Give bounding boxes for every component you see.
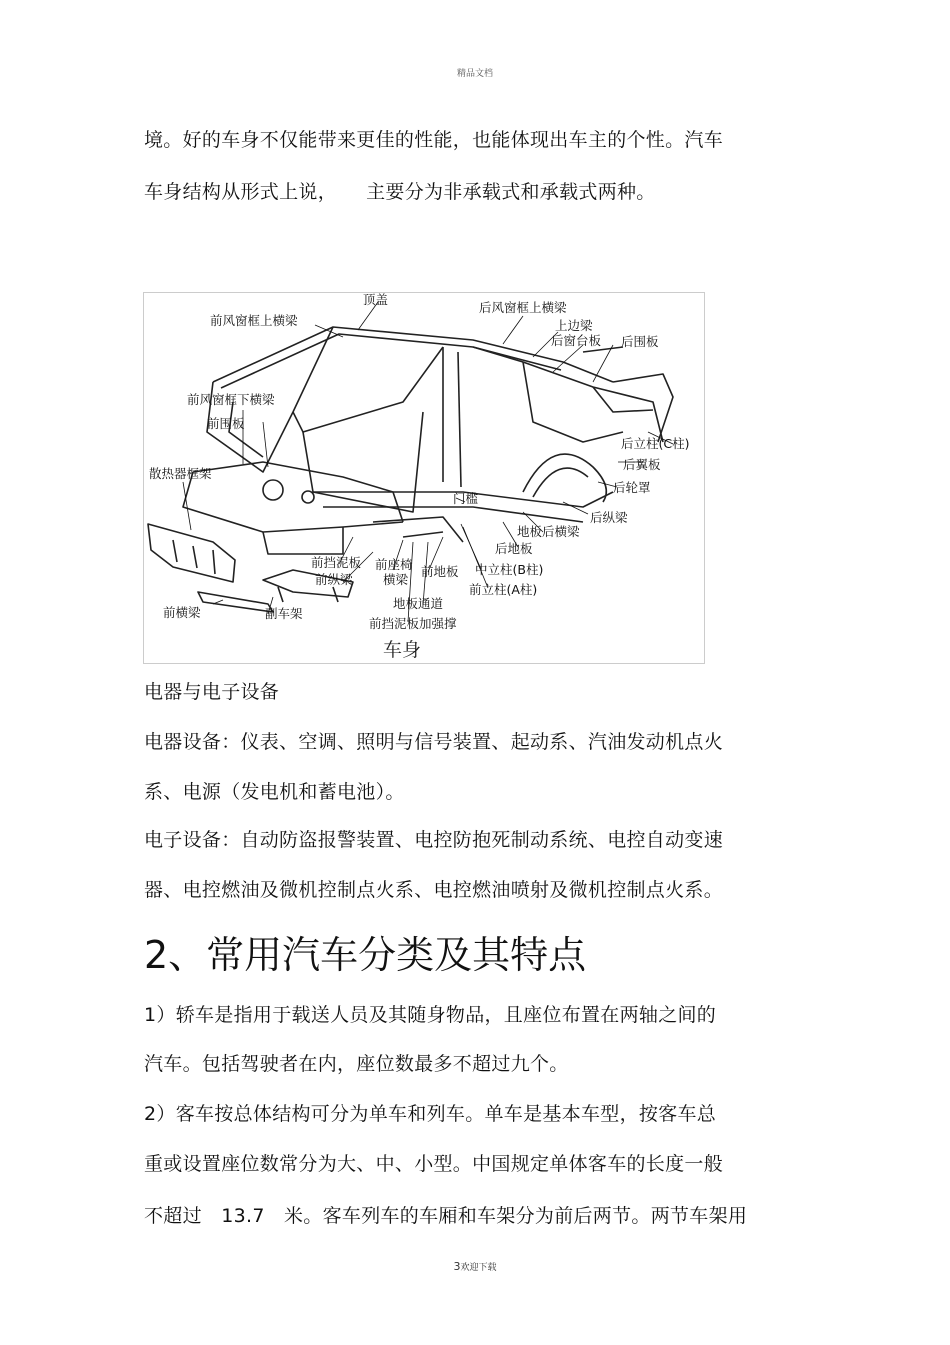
section-heading: 2、常用汽车分类及其特点 xyxy=(144,933,587,977)
paragraph-line: 器、电控燃油及微机控制点火系、电控燃油喷射及微机控制点火系。 xyxy=(144,879,724,901)
label-subframe: 副车架 xyxy=(265,606,303,621)
paragraph-line: 车身结构从形式上说， 主要分为非承载式和承载式两种。 xyxy=(144,181,656,203)
paragraph-line: 境。好的车身不仅能带来更佳的性能，也能体现出车主的个性。汽车 xyxy=(144,129,724,151)
label-b-pillar: 中立柱(B柱) xyxy=(475,562,544,577)
label-rear-long-beam: 后纵梁 xyxy=(590,510,628,525)
label-front-seat-2: 横梁 xyxy=(383,572,409,587)
label-rear-window-upper: 后风窗框上横梁 xyxy=(479,300,567,315)
label-a-pillar: 前立柱(A柱) xyxy=(469,582,538,597)
section-title: 电器与电子设备 xyxy=(144,681,280,703)
label-top: 顶盖 xyxy=(363,292,389,307)
label-front-long-beam: 前纵梁 xyxy=(315,572,353,587)
label-front-seat-1: 前座椅 xyxy=(375,557,413,572)
page-footer xyxy=(0,1260,950,1273)
list-item-line: 不超过 13.7 米。客车列车的车厢和车架分为前后两节。两节车架用 xyxy=(144,1205,748,1227)
figure-caption: 车身 xyxy=(383,639,422,661)
label-floor-tunnel: 地板通道 xyxy=(393,596,444,611)
label-front-panel: 前围板 xyxy=(207,416,245,431)
label-rear-shelf: 后窗台板 xyxy=(551,333,602,348)
label-rear-wheel-cover: 后轮罩 xyxy=(613,480,651,495)
label-rear-floor: 后地板 xyxy=(495,541,533,556)
paragraph-line: 电器设备：仪表、空调、照明与信号装置、起动系、汽油发动机点火 xyxy=(144,731,724,753)
list-item-line: 2）客车按总体结构可分为单车和列车。单车是基本车型，按客车总 xyxy=(144,1103,717,1125)
label-upper-side-beam: 上边梁 xyxy=(555,318,593,333)
list-item-line: 1）轿车是指用于载送人员及其随身物品，且座位布置在两轴之间的 xyxy=(144,1004,717,1026)
label-front-fender: 前挡泥板 xyxy=(311,555,362,570)
label-front-window-upper: 前风窗框上横梁 xyxy=(210,313,298,328)
car-body-figure xyxy=(143,292,705,664)
label-front-cross: 前横梁 xyxy=(163,605,201,620)
label-front-window-lower: 前风窗框下横梁 xyxy=(187,392,275,407)
label-c-pillar: 后立柱(C柱) xyxy=(621,436,690,451)
label-radiator-frame: 散热器框架 xyxy=(149,466,212,481)
list-item-line: 汽车。包括驾驶者在内，座位数最多不超过九个。 xyxy=(144,1053,569,1075)
list-item-line: 重或设置座位数常分为大、中、小型。中国规定单体客车的长度一般 xyxy=(144,1153,724,1175)
label-door-sill: 门槛 xyxy=(453,491,479,506)
label-fender-brace: 前挡泥板加强撑 xyxy=(369,616,457,631)
label-front-floor: 前地板 xyxy=(421,564,459,579)
page-number: 3 xyxy=(453,1260,461,1273)
label-rear-panel: 后围板 xyxy=(621,334,659,349)
page-header: 精品文档 xyxy=(456,69,493,79)
footer-text: 欢迎下载 xyxy=(460,1263,497,1273)
paragraph-line: 系、电源（发电机和蓄电池）。 xyxy=(144,781,405,803)
label-rear-wing: 后翼板 xyxy=(623,457,661,472)
paragraph-line: 电子设备：自动防盗报警装置、电控防抱死制动系统、电控自动变速 xyxy=(144,829,724,851)
label-floor-rear-cross: 地板后横梁 xyxy=(517,524,580,539)
